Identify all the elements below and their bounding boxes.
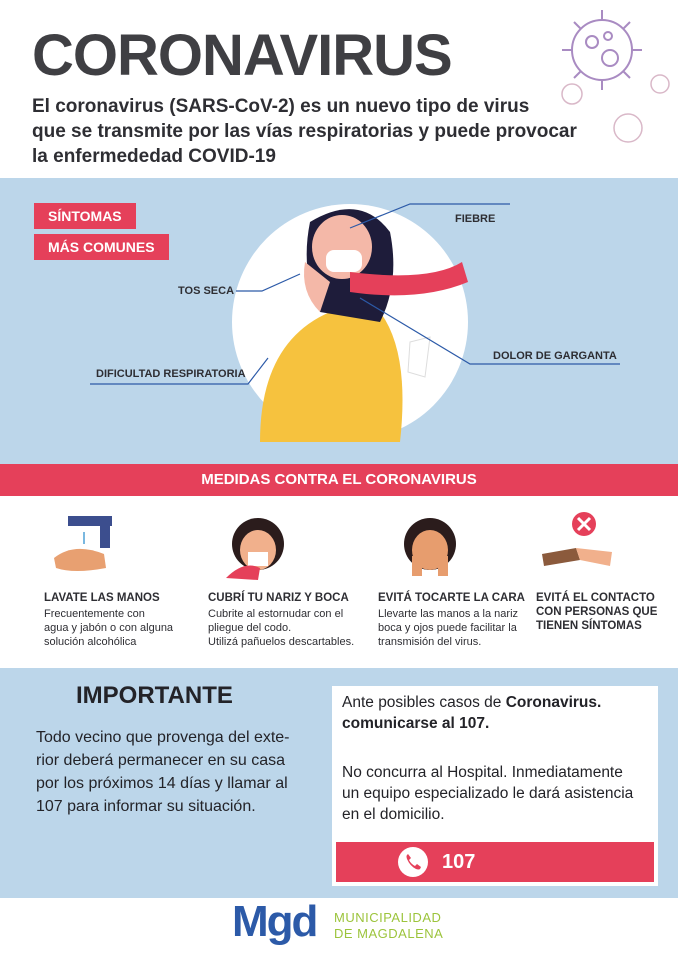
measure-text-line: transmisión del virus. — [378, 636, 482, 648]
important-text — [36, 726, 326, 818]
symptom-label-cough: TOS SECA — [178, 285, 235, 297]
no-contact-icon — [536, 508, 616, 580]
important-heading: IMPORTANTE — [76, 682, 233, 709]
card-body — [342, 762, 633, 825]
cover-mouth-icon — [208, 508, 288, 580]
measure-heading-line: CON PERSONAS QUE — [536, 606, 658, 618]
virus-icon — [548, 6, 678, 156]
measure-text-line: Utilizá pañuelos descartables. — [208, 636, 355, 648]
measures-title: MEDIDAS CONTRA EL CORONAVIRUS — [0, 464, 678, 496]
measure-text — [44, 607, 194, 649]
card-intro-text: Ante posibles casos de — [342, 694, 506, 711]
no-touch-face-icon — [378, 508, 458, 580]
card-call-instruction: comunicarse al 107. — [342, 715, 490, 732]
symptom-leader-lines — [0, 178, 678, 464]
intro-text — [32, 94, 592, 169]
phone-bar[interactable] — [336, 842, 654, 882]
hand-washing-icon — [44, 508, 124, 580]
card-body-line: No concurra al Hospital. Inmediatamente — [342, 764, 623, 781]
measure-text-line: boca y ojos puede facilitar la — [378, 622, 517, 634]
measure-heading-line: TIENEN SÍNTOMAS — [536, 620, 642, 632]
measure-item — [44, 508, 194, 649]
symptoms-tag: SÍNTOMAS — [34, 203, 136, 229]
important-line: rior deberá permanecer en su casa — [36, 752, 286, 769]
measure-heading: CUBRÍ TU NARIZ Y BOCA — [208, 592, 349, 604]
contact-card — [332, 686, 658, 886]
phone-icon — [398, 847, 428, 877]
symptom-label-fever: FIEBRE — [455, 213, 496, 225]
measure-text — [378, 607, 528, 649]
important-line: 107 para informar su situación. — [36, 798, 256, 815]
measure-heading — [536, 591, 678, 633]
measure-item — [208, 508, 358, 649]
municipality-logo: Mgd — [232, 897, 317, 946]
measure-heading: EVITÁ TOCARTE LA CARA — [378, 592, 525, 604]
important-line: Todo vecino que provenga del exte- — [36, 729, 290, 746]
measure-heading-line: EVITÁ EL CONTACTO — [536, 592, 655, 604]
measure-item — [536, 508, 678, 633]
symptom-label-throat: DOLOR DE GARGANTA — [493, 350, 617, 362]
card-intro-bold: Coronavirus. — [505, 694, 602, 711]
measure-text-line: agua y jabón o con alguna — [44, 622, 174, 634]
card-body-line: en el domicilio. — [342, 806, 445, 823]
measure-heading: LAVATE LAS MANOS — [44, 592, 160, 604]
measure-text-line: Cubrite al estornudar con el — [208, 608, 344, 620]
measure-item — [378, 508, 528, 649]
intro-line: que se transmite por las vías respiratorias y puede provocar — [32, 121, 577, 142]
measure-text — [208, 607, 358, 649]
card-body-line: un equipo especializado le dará asistencia — [342, 785, 634, 802]
measure-text-line: Frecuentemente con — [44, 608, 145, 620]
symptoms-tag: MÁS COMUNES — [34, 234, 169, 260]
measure-text-line: solución alcohólica — [44, 636, 137, 648]
municipality-name-line: MUNICIPALIDAD — [334, 910, 442, 925]
measure-text-line: Llevarte las manos a la nariz — [378, 608, 519, 620]
measure-text-line: pliegue del codo. — [208, 622, 292, 634]
card-intro — [342, 692, 601, 734]
page-title: CORONAVIRUS — [32, 23, 452, 88]
symptom-label-breathing: DIFICULTAD RESPIRATORIA — [96, 368, 246, 380]
phone-number: 107 — [442, 851, 476, 873]
intro-line: la enfermededad COVID-19 — [32, 146, 276, 167]
municipality-name — [334, 910, 443, 942]
municipality-name-line: DE MAGDALENA — [334, 926, 444, 941]
important-line: por los próximos 14 días y llamar al — [36, 775, 288, 792]
intro-line: El coronavirus (SARS-CoV-2) es un nuevo tipo de virus — [32, 96, 530, 117]
